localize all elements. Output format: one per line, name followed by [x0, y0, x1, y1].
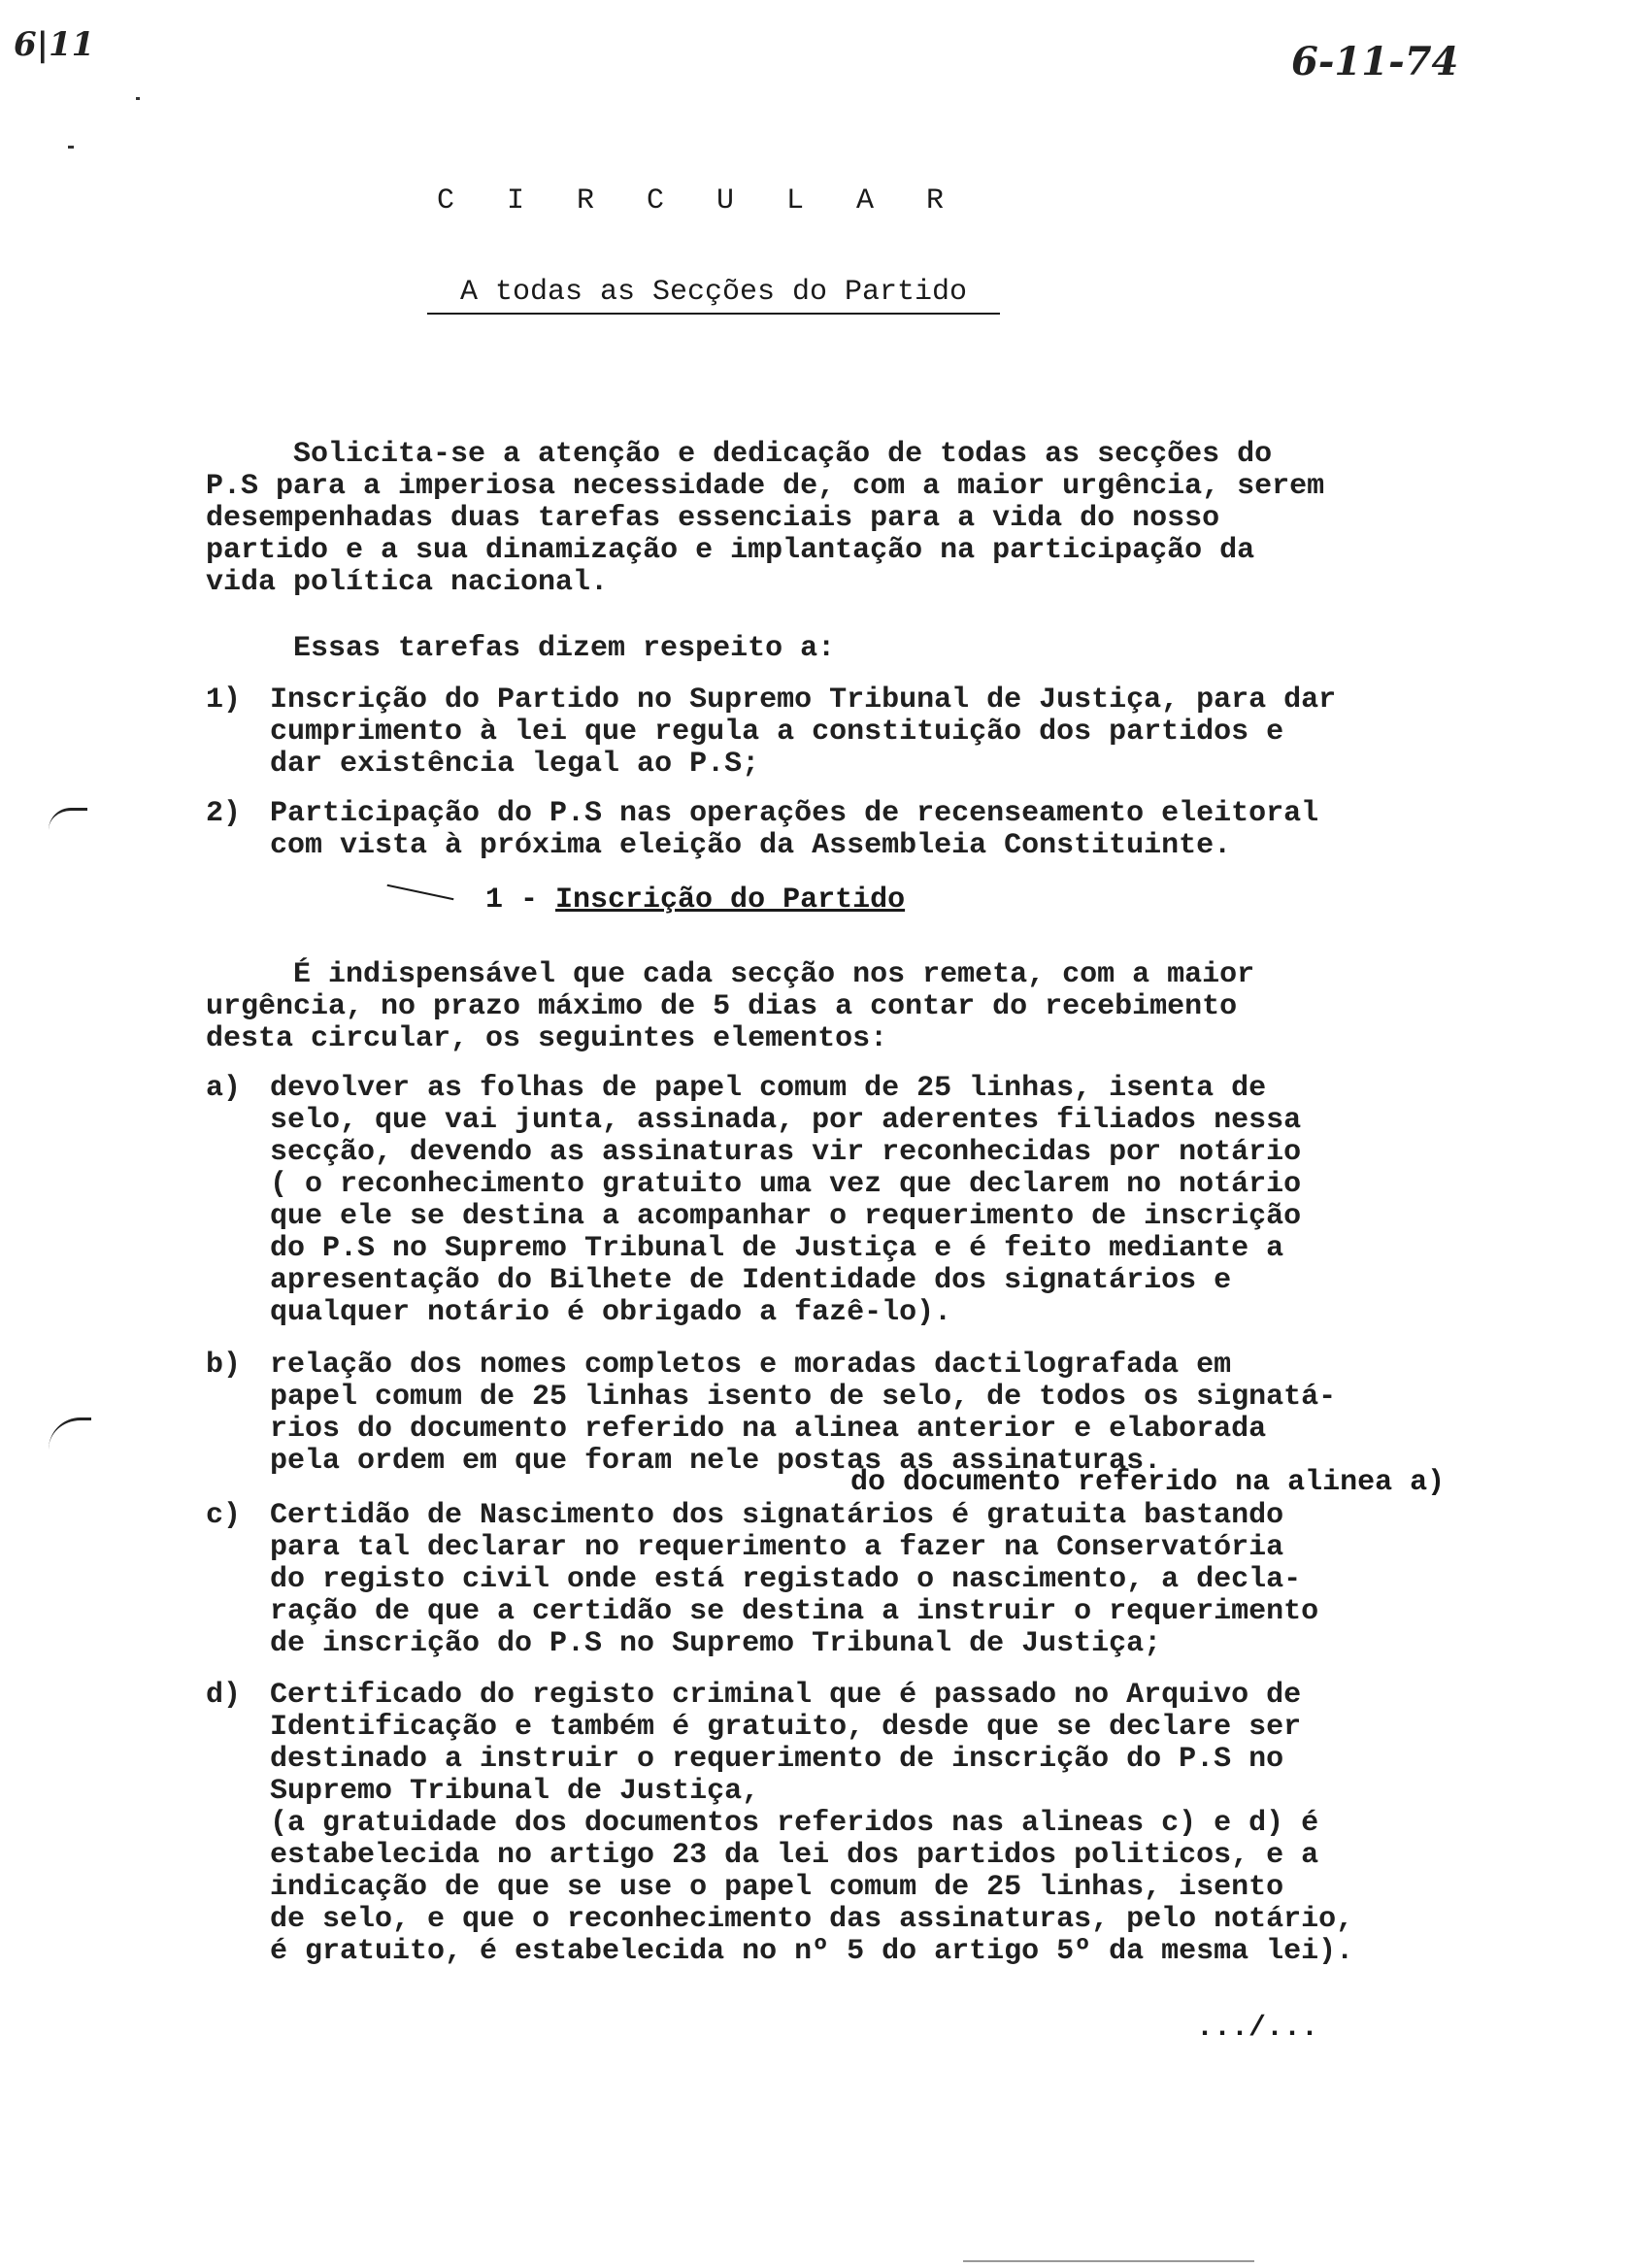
- item-label: c): [206, 1499, 242, 1532]
- task-item: [206, 684, 1497, 781]
- text-line: apresentação do Bilhete de Identidade dos signatários e: [270, 1264, 1232, 1297]
- list-item-b: [206, 1350, 1497, 1478]
- text-line: P.S para a imperiosa necessidade de, com a maior urgência, serem: [206, 470, 1325, 503]
- text-line: ( o reconhecimento gratuito uma vez que declarem no notário: [270, 1168, 1302, 1201]
- task-label: 2): [206, 797, 242, 830]
- text-line: Certidão de Nascimento dos signatários é gratuita bastando: [270, 1499, 1284, 1532]
- text-line: Participação do P.S nas operações de recenseamento eleitoral: [270, 797, 1319, 830]
- handwritten-dash: [387, 884, 454, 901]
- item-label: d): [206, 1679, 242, 1712]
- intro-paragraph: [206, 439, 1468, 599]
- text-line: estabelecida no artigo 23 da lei dos partidos politicos, e a: [270, 1839, 1319, 1872]
- ink-speck: [136, 97, 140, 100]
- text-line: (a gratuidade dos documentos referidos nas alineas c) e d) é: [270, 1807, 1319, 1840]
- text-line: de inscrição do P.S no Supremo Tribunal de Justiça;: [270, 1627, 1162, 1660]
- task-label: 1): [206, 684, 242, 717]
- text-line: é gratuito, é estabelecida no nº 5 do artigo 5º da mesma lei).: [270, 1935, 1354, 1968]
- text-line: com vista à próxima eleição da Assembleia Constituinte.: [270, 829, 1232, 862]
- text-line: vida política nacional.: [206, 566, 609, 599]
- text-line: do P.S no Supremo Tribunal de Justiça e é feito mediante a: [270, 1232, 1284, 1265]
- text-line: Solicita-se a atenção e dedicação de todas as secções do: [293, 438, 1273, 471]
- tasks-intro: Essas tarefas dizem respeito a:: [293, 632, 836, 665]
- continuation-mark: .../...: [1196, 2012, 1319, 2045]
- text-line: dar existência legal ao P.S;: [270, 748, 760, 781]
- text-line: ração de que a certidão se destina a instruir o requerimento: [270, 1595, 1319, 1628]
- text-line: destinado a instruir o requerimento de inscrição do P.S no: [270, 1743, 1284, 1776]
- text-line: indicação de que se use o papel comum de 25 linhas, isento: [270, 1871, 1284, 1904]
- section-heading: [485, 884, 905, 917]
- list-item-a: [206, 1073, 1497, 1329]
- text-line: que ele se destina a acompanhar o requerimento de inscrição: [270, 1200, 1302, 1233]
- footer-rule: [963, 2260, 1254, 2262]
- section-title: Inscrição do Partido: [555, 884, 906, 917]
- text-line: papel comum de 25 linhas isento de selo, de todos os signatá-: [270, 1381, 1337, 1414]
- item-label: a): [206, 1072, 242, 1105]
- text-line: urgência, no prazo máximo de 5 dias a contar do recebimento: [206, 990, 1238, 1023]
- text-line: para tal declarar no requerimento a fazer na Conservatória: [270, 1531, 1284, 1564]
- text-line: desta circular, os seguintes elementos:: [206, 1022, 888, 1055]
- text-line: partido e a sua dinamização e implantação na participação da: [206, 534, 1255, 567]
- text-line: cumprimento à lei que regula a constituição dos partidos e: [270, 716, 1284, 749]
- text-line: Supremo Tribunal de Justiça,: [270, 1775, 760, 1808]
- text-line: pela ordem em que foram nele postas as assinaturas.: [270, 1445, 1162, 1478]
- section-number: 1 -: [485, 884, 539, 917]
- text-line: selo, que vai junta, assinada, por aderentes filiados nessa: [270, 1104, 1302, 1137]
- text-line: Identificação e também é gratuito, desde que se declare ser: [270, 1711, 1302, 1744]
- document-subtitle: A todas as Secções do Partido: [427, 276, 1000, 315]
- handwritten-date: 6-11-74: [1291, 39, 1459, 84]
- text-line: qualquer notário é obrigado a fazê-lo).: [270, 1296, 952, 1329]
- margin-mark: [49, 808, 87, 830]
- section-intro: [206, 959, 1468, 1055]
- handwritten-page-mark: 6|11: [14, 25, 95, 64]
- text-line: desempenhadas duas tarefas essenciais para a vida do nosso: [206, 502, 1220, 535]
- text-line: relação dos nomes completos e moradas dactilografada em: [270, 1349, 1232, 1382]
- list-item-c: [206, 1500, 1497, 1660]
- text-line: rios do documento referido na alinea anterior e elaborada: [270, 1413, 1267, 1446]
- text-line: devolver as folhas de papel comum de 25 linhas, isenta de: [270, 1072, 1267, 1105]
- list-item-d: [206, 1680, 1497, 1968]
- inserted-note: do documento referido na alinea a): [850, 1466, 1446, 1499]
- text-line: de selo, e que o reconhecimento das assinaturas, pelo notário,: [270, 1903, 1354, 1936]
- text-line: do registo civil onde está registado o nascimento, a decla-: [270, 1563, 1302, 1596]
- text-line: É indispensável que cada secção nos remeta, com a maior: [293, 958, 1255, 991]
- text-line: Certificado do registo criminal que é passado no Arquivo de: [270, 1679, 1302, 1712]
- margin-mark: [49, 1418, 91, 1450]
- document-title: C I R C U L A R: [436, 184, 962, 217]
- ink-speck: [68, 146, 74, 149]
- task-item: [206, 798, 1497, 862]
- text-line: secção, devendo as assinaturas vir reconhecidas por notário: [270, 1136, 1302, 1169]
- text-line: Inscrição do Partido no Supremo Tribunal de Justiça, para dar: [270, 684, 1337, 717]
- item-label: b): [206, 1349, 242, 1382]
